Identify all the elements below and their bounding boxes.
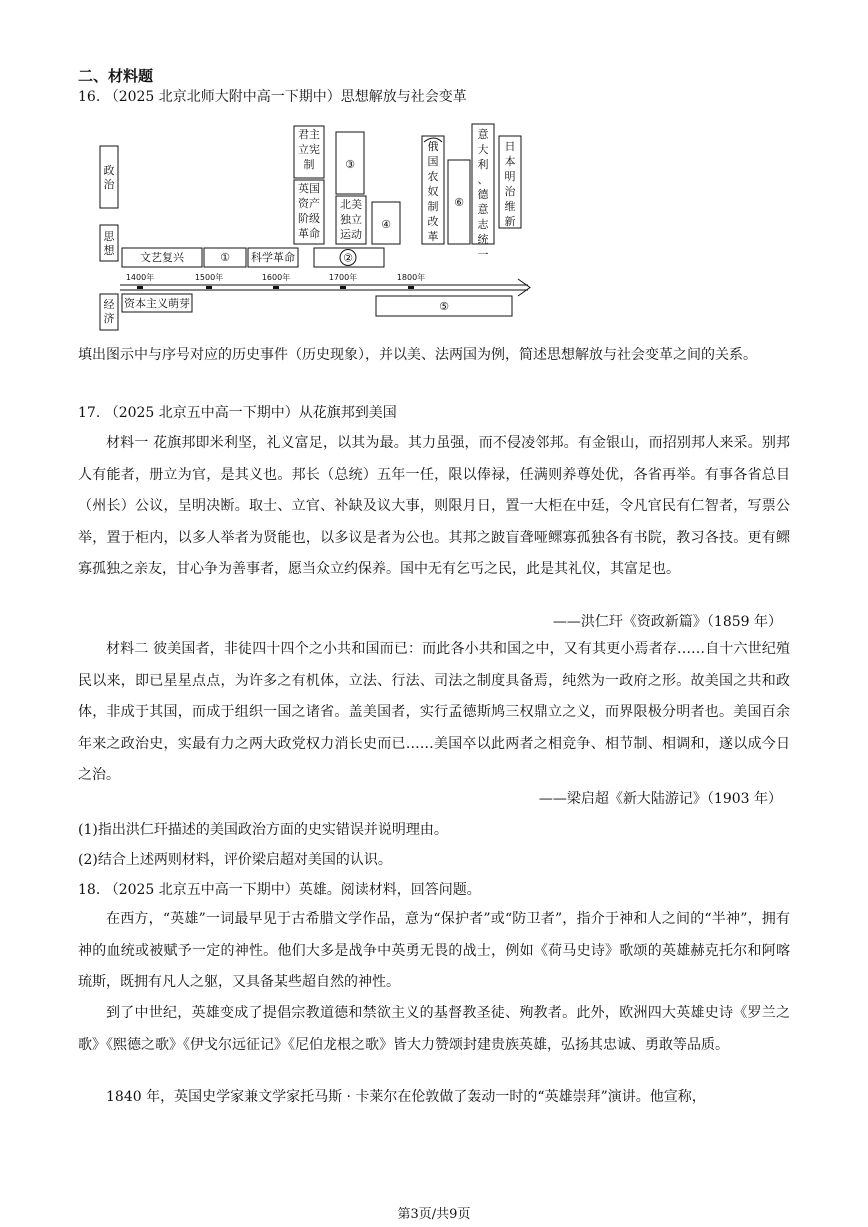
box-3-label: ③	[345, 158, 355, 171]
timeline-diagram	[96, 122, 536, 338]
row-box-politics	[100, 146, 118, 208]
row-label-politics-1: 政	[103, 164, 115, 177]
q17-sub-question-2: (2)结合上述两则材料，评价梁启超对美国的认识。	[78, 852, 392, 868]
tick-1700: 1700年	[328, 273, 358, 282]
q18-paragraph-1: 在西方，“英雄”一词最早见于古希腊文学作品，意为“保护者”或“防卫者”，指介于神和人之间的“半神”，拥有神的血统或被赋予一定的神性。他们大多是战争中英勇无畏的战士，例如《荷马史诗》歌颂的英雄赫克托尔和阿喀琉斯，既拥有凡人之躯，又具备某些超自然的神性。	[78, 911, 790, 990]
box-4-label: ④	[381, 218, 391, 231]
question-18-header: 18. （2025 北京五中高一下期中）英雄。阅读材料，回答问题。	[78, 882, 481, 898]
tick-1800: 1800年	[396, 273, 426, 282]
question-17-header: 17. （2025 北京五中高一下期中）从花旗邦到美国	[78, 405, 397, 421]
svg-text:政治: 政治	[103, 164, 115, 191]
q17-source-1: ——洪仁玕《资政新篇》（1859 年）	[552, 614, 782, 630]
q18-paragraph-2: 到了中世纪，英雄变成了提倡宗教道德和禁欲主义的基督教圣徒、殉教者。此外，欧洲四大英雄史诗《罗兰之歌》《熙德之歌》《伊戈尔远征记》《尼伯龙根之歌》皆大力赞颂封建贵族英雄，弘扬其忠诚、勇敢等品质。	[78, 1005, 790, 1053]
q17-source-2: ——梁启超《新大陆游记》（1903 年）	[538, 791, 782, 807]
box-junzhu-label: 君主立宪制	[298, 128, 320, 171]
page-footer: 第3页/共9页	[397, 1207, 471, 1222]
box-beimei-label: 北美独立运动	[340, 198, 362, 241]
box-yidali-label: 意大利、德意志统一	[477, 128, 489, 261]
box-ziben-label: 资本主义萌芽	[124, 297, 190, 310]
box-5-label: ⑤	[439, 300, 449, 313]
box-2-label: ②	[343, 251, 353, 265]
box-kexue-label: 科学革命	[251, 251, 295, 264]
box-riben-label: 日本明治维新	[504, 140, 516, 228]
box-yingguo-label: 英国资产阶级革命	[298, 182, 320, 240]
q17-material-2: 材料二 彼美国者，非徒四十四个之小共和国而已：而此各小共和国之中，又有其更小焉者存……自十六世纪殖民以来，即已星星点点，为许多之有机体，立法、行法、司法之制度具备焉，纯然为一政府之形。故美国之共和政体，非成于其国，而成于组织一国之诸省。盖美国者，实行孟德斯鸠三权鼎立之义，而界限极分明者也。美国百余年来之政治史，实最有力之两大政党权力消长史而已……美国卒以此两者之相竞争、相节制、相调和，遂以成今日之治。	[78, 641, 790, 783]
q17-material-1: 材料一 花旗邦即米利坚，礼义富足，以其为最。其力虽强，而不侵凌邻邦。有金银山，而招别邦人来采。别邦人有能者，册立为官，是其义也。邦长（总统）五年一任，限以俸禄，任满则养尊处优，各省再举。有事各省总目（州长）公议，呈明决断。取士、立官、补缺及议大事，则限月日，置一大柜在中廷，令凡官民有仁智者，写票公举，置于柜内，以多人举者为贤能也，以多议是者为公也。其邦之跛盲聋哑鳏寡孤独各有书院，教习各技。更有鳏寡孤独之亲友，甘心争为善事者，愿当众立约保养。国中无有乞丐之民，此是其礼仪，其富足也。	[78, 435, 790, 577]
tick-1600: 1600年	[261, 273, 291, 282]
question-16-prompt: 填出图示中与序号对应的历史事件（历史现象），并以美、法两国为例，简述思想解放与社会变革之间的关系。	[78, 347, 757, 363]
svg-text:思想: 思想	[103, 230, 115, 257]
q17-sub-question-1: (1)指出洪仁玕描述的美国政治方面的史实错误并说明理由。	[78, 822, 448, 838]
question-16-header: 16. （2025 北京北师大附中高一下期中）思想解放与社会变革	[78, 89, 467, 105]
box-wenyi-label: 文艺复兴	[140, 251, 184, 264]
box-eguo-label: 俄国农奴制改革	[427, 140, 439, 243]
tick-1400: 1400年	[125, 273, 155, 282]
section-title: 二、材料题	[78, 67, 154, 85]
svg-text:经济: 经济	[103, 298, 115, 325]
q18-paragraph-3: 1840 年，英国史学家兼文学家托马斯 · 卡莱尔在伦敦做了轰动一时的“英雄崇拜”演讲。他宣称，	[106, 1089, 706, 1105]
box-6-label: ⑥	[454, 196, 464, 209]
box-1-label: ①	[220, 251, 230, 264]
tick-1500: 1500年	[194, 273, 224, 282]
